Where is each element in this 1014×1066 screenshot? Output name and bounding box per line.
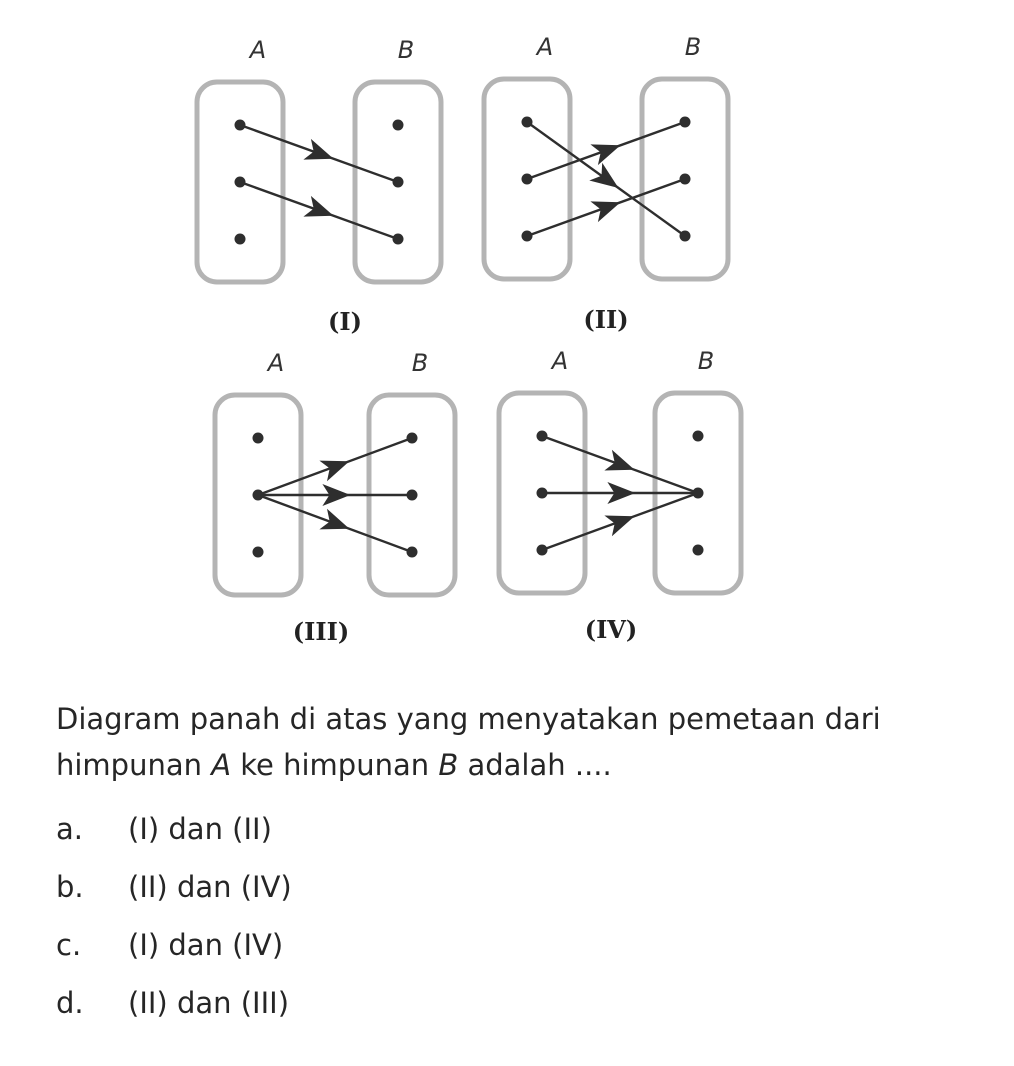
set-a-label: A — [536, 33, 554, 61]
set-b-element — [680, 174, 691, 185]
option-letter: b. — [56, 870, 84, 904]
set-a-label: A — [551, 347, 569, 375]
option-text: (II) dan (III) — [128, 986, 290, 1020]
set-a-element — [522, 174, 533, 185]
set-b-element — [393, 177, 404, 188]
set-b-label: B — [411, 349, 429, 377]
set-b-element — [680, 231, 691, 242]
question-line-2 — [56, 742, 986, 788]
option-text: (I) dan (II) — [128, 812, 272, 846]
set-b-element — [393, 120, 404, 131]
set-a-element — [235, 177, 246, 188]
set-a-element — [537, 431, 548, 442]
panel-label: (II) — [583, 305, 629, 334]
set-b-element — [407, 433, 418, 444]
set-b-element — [680, 117, 691, 128]
option-b[interactable] — [56, 858, 292, 916]
diagram-IV — [499, 347, 741, 644]
set-a-element — [235, 120, 246, 131]
set-b-element — [693, 545, 704, 556]
arrowhead — [589, 163, 618, 188]
option-letter: a. — [56, 812, 83, 846]
question-text — [56, 696, 986, 788]
option-text: (II) dan (IV) — [128, 870, 292, 904]
set-a-element — [522, 117, 533, 128]
set-b-element — [693, 488, 704, 499]
question-line-1: Diagram panah di atas yang menyatakan pemetaan dari — [56, 702, 881, 736]
panel-label: (IV) — [584, 615, 638, 644]
set-b-element — [693, 431, 704, 442]
question-line-2-part-3: adalah .... — [458, 748, 612, 782]
option-a[interactable] — [56, 800, 292, 858]
set-a-variable: A — [211, 748, 232, 782]
set-a-element — [253, 547, 264, 558]
set-b-element — [407, 547, 418, 558]
set-a-element — [537, 488, 548, 499]
diagram-I — [197, 36, 441, 336]
set-b-label: B — [397, 36, 415, 64]
diagram-III — [215, 349, 455, 646]
set-a-element — [253, 490, 264, 501]
set-a-label: A — [249, 36, 267, 64]
set-b-variable: B — [438, 748, 459, 782]
set-b-element — [407, 490, 418, 501]
set-b-label: B — [684, 33, 702, 61]
set-a-element — [235, 234, 246, 245]
set-b-label: B — [697, 347, 715, 375]
answer-options — [56, 800, 292, 1032]
option-text: (I) dan (IV) — [128, 928, 284, 962]
set-a-element — [253, 433, 264, 444]
option-c[interactable] — [56, 916, 292, 974]
question-line-2-part-1: himpunan — [56, 748, 212, 782]
set-a-element — [537, 545, 548, 556]
question-line-2-part-2: ke himpunan — [231, 748, 439, 782]
option-letter: c. — [56, 928, 82, 962]
option-letter: d. — [56, 986, 84, 1020]
panel-label: (I) — [328, 307, 362, 336]
option-d[interactable] — [56, 974, 292, 1032]
set-a-label: A — [267, 349, 285, 377]
set-a-element — [522, 231, 533, 242]
diagram-II — [484, 33, 728, 334]
set-b-element — [393, 234, 404, 245]
panel-label: (III) — [292, 617, 350, 646]
